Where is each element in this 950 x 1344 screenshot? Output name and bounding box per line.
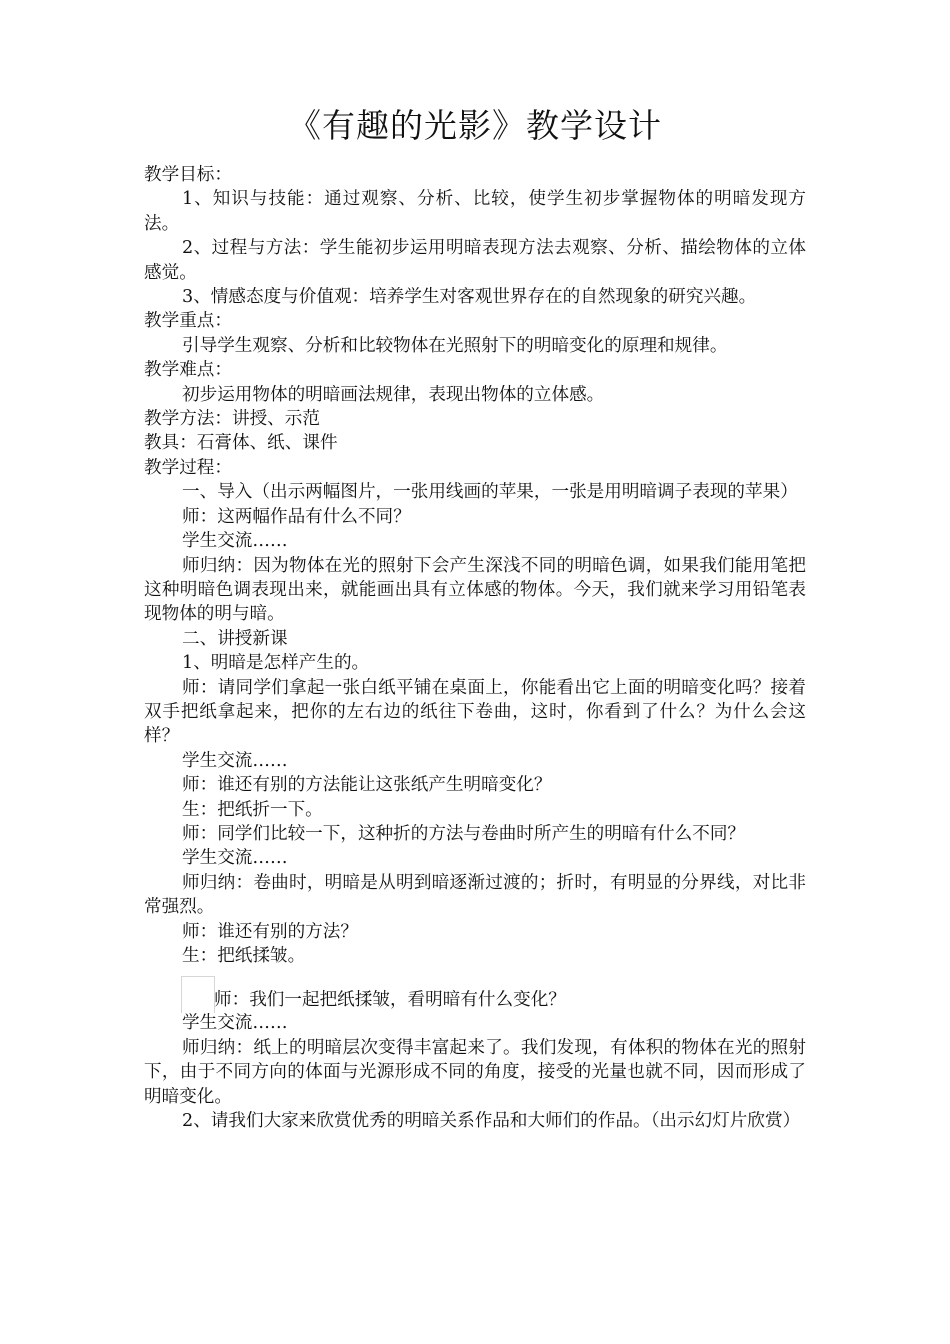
paragraph: 师：这两幅作品有什么不同？ — [182, 506, 411, 527]
paragraph: 一、导入（出示两幅图片，一张用线画的苹果，一张是用明暗调子表现的苹果） — [182, 482, 798, 503]
paragraph: 生：把纸揉皱。 — [182, 946, 306, 966]
paragraph: 2、请我们大家来欣赏优秀的明暗关系作品和大师们的作品。（出示幻灯片欣赏） — [182, 1111, 801, 1132]
section-heading-key-points: 教学重点： — [144, 311, 232, 332]
paragraph: 学生交流…… — [182, 750, 288, 771]
paragraph-with-inline-box — [144, 968, 806, 1011]
paragraph: 1、明暗是怎样产生的。 — [182, 653, 370, 674]
document-title: 《有趣的光影》教学设计 — [288, 106, 662, 145]
paragraph: 引导学生观察、分析和比较物体在光照射下的明暗变化的原理和规律。 — [182, 335, 728, 356]
paragraph: 3、情感态度与价值观：培养学生对客观世界存在的自然现象的研究兴趣。 — [182, 287, 757, 308]
paragraph: 学生交流…… — [182, 531, 288, 552]
section-heading-tools: 教具：石膏体、纸、课件 — [144, 433, 338, 454]
paragraph: 师：同学们比较一下，这种折的方法与卷曲时所产生的明暗有什么不同？ — [182, 823, 746, 844]
section-heading-methods: 教学方法：讲授、示范 — [144, 409, 320, 430]
document-body — [144, 163, 806, 1133]
paragraph: 师归纳：因为物体在光的照射下会产生深浅不同的明暗色调，如果我们能用笔把这种明暗色调表现出来，就能画出具有立体感的物体。今天，我们就来学习用铅笔表现物体的明与暗。 — [144, 555, 806, 625]
section-heading-difficulties: 教学难点： — [144, 360, 232, 381]
paragraph: 师：我们一起把纸揉皱，看明暗有什么变化？ — [214, 990, 566, 1011]
paragraph: 师归纳：纸上的明暗层次变得丰富起来了。我们发现，有体积的物体在光的照射下，由于不同方向的体面与光源形成不同的角度，接受的光量也就不同，因而形成了明暗变化。 — [144, 1037, 806, 1107]
section-heading-process: 教学过程： — [144, 457, 232, 478]
paragraph: 生：把纸折一下。 — [182, 799, 323, 820]
paragraph: 学生交流…… — [182, 1013, 288, 1034]
paragraph: 师：请同学们拿起一张白纸平铺在桌面上，你能看出它上面的明暗变化吗？接着双手把纸拿起来，把你的左右边的纸往下卷曲，这时，你看到了什么？为什么会这样？ — [144, 677, 806, 747]
paragraph: 师：谁还有别的方法能让这张纸产生明暗变化？ — [182, 775, 552, 796]
paragraph: 二、讲授新课 — [182, 628, 288, 649]
section-heading-objectives: 教学目标： — [144, 165, 232, 185]
empty-frame — [181, 976, 215, 1013]
paragraph: 学生交流…… — [182, 848, 288, 869]
paragraph: 2、过程与方法：学生能初步运用明暗表现方法去观察、分析、描绘物体的立体感觉。 — [144, 238, 806, 283]
paragraph: 师归纳：卷曲时，明暗是从明到暗逐渐过渡的；折时，有明显的分界线，对比非常强烈。 — [144, 872, 806, 918]
paragraph: 师：谁还有别的方法？ — [182, 921, 358, 942]
paragraph: 1、知识与技能：通过观察、分析、比较，使学生初步掌握物体的明暗发现方法。 — [144, 189, 806, 234]
paragraph: 初步运用物体的明暗画法规律，表现出物体的立体感。 — [182, 384, 605, 405]
